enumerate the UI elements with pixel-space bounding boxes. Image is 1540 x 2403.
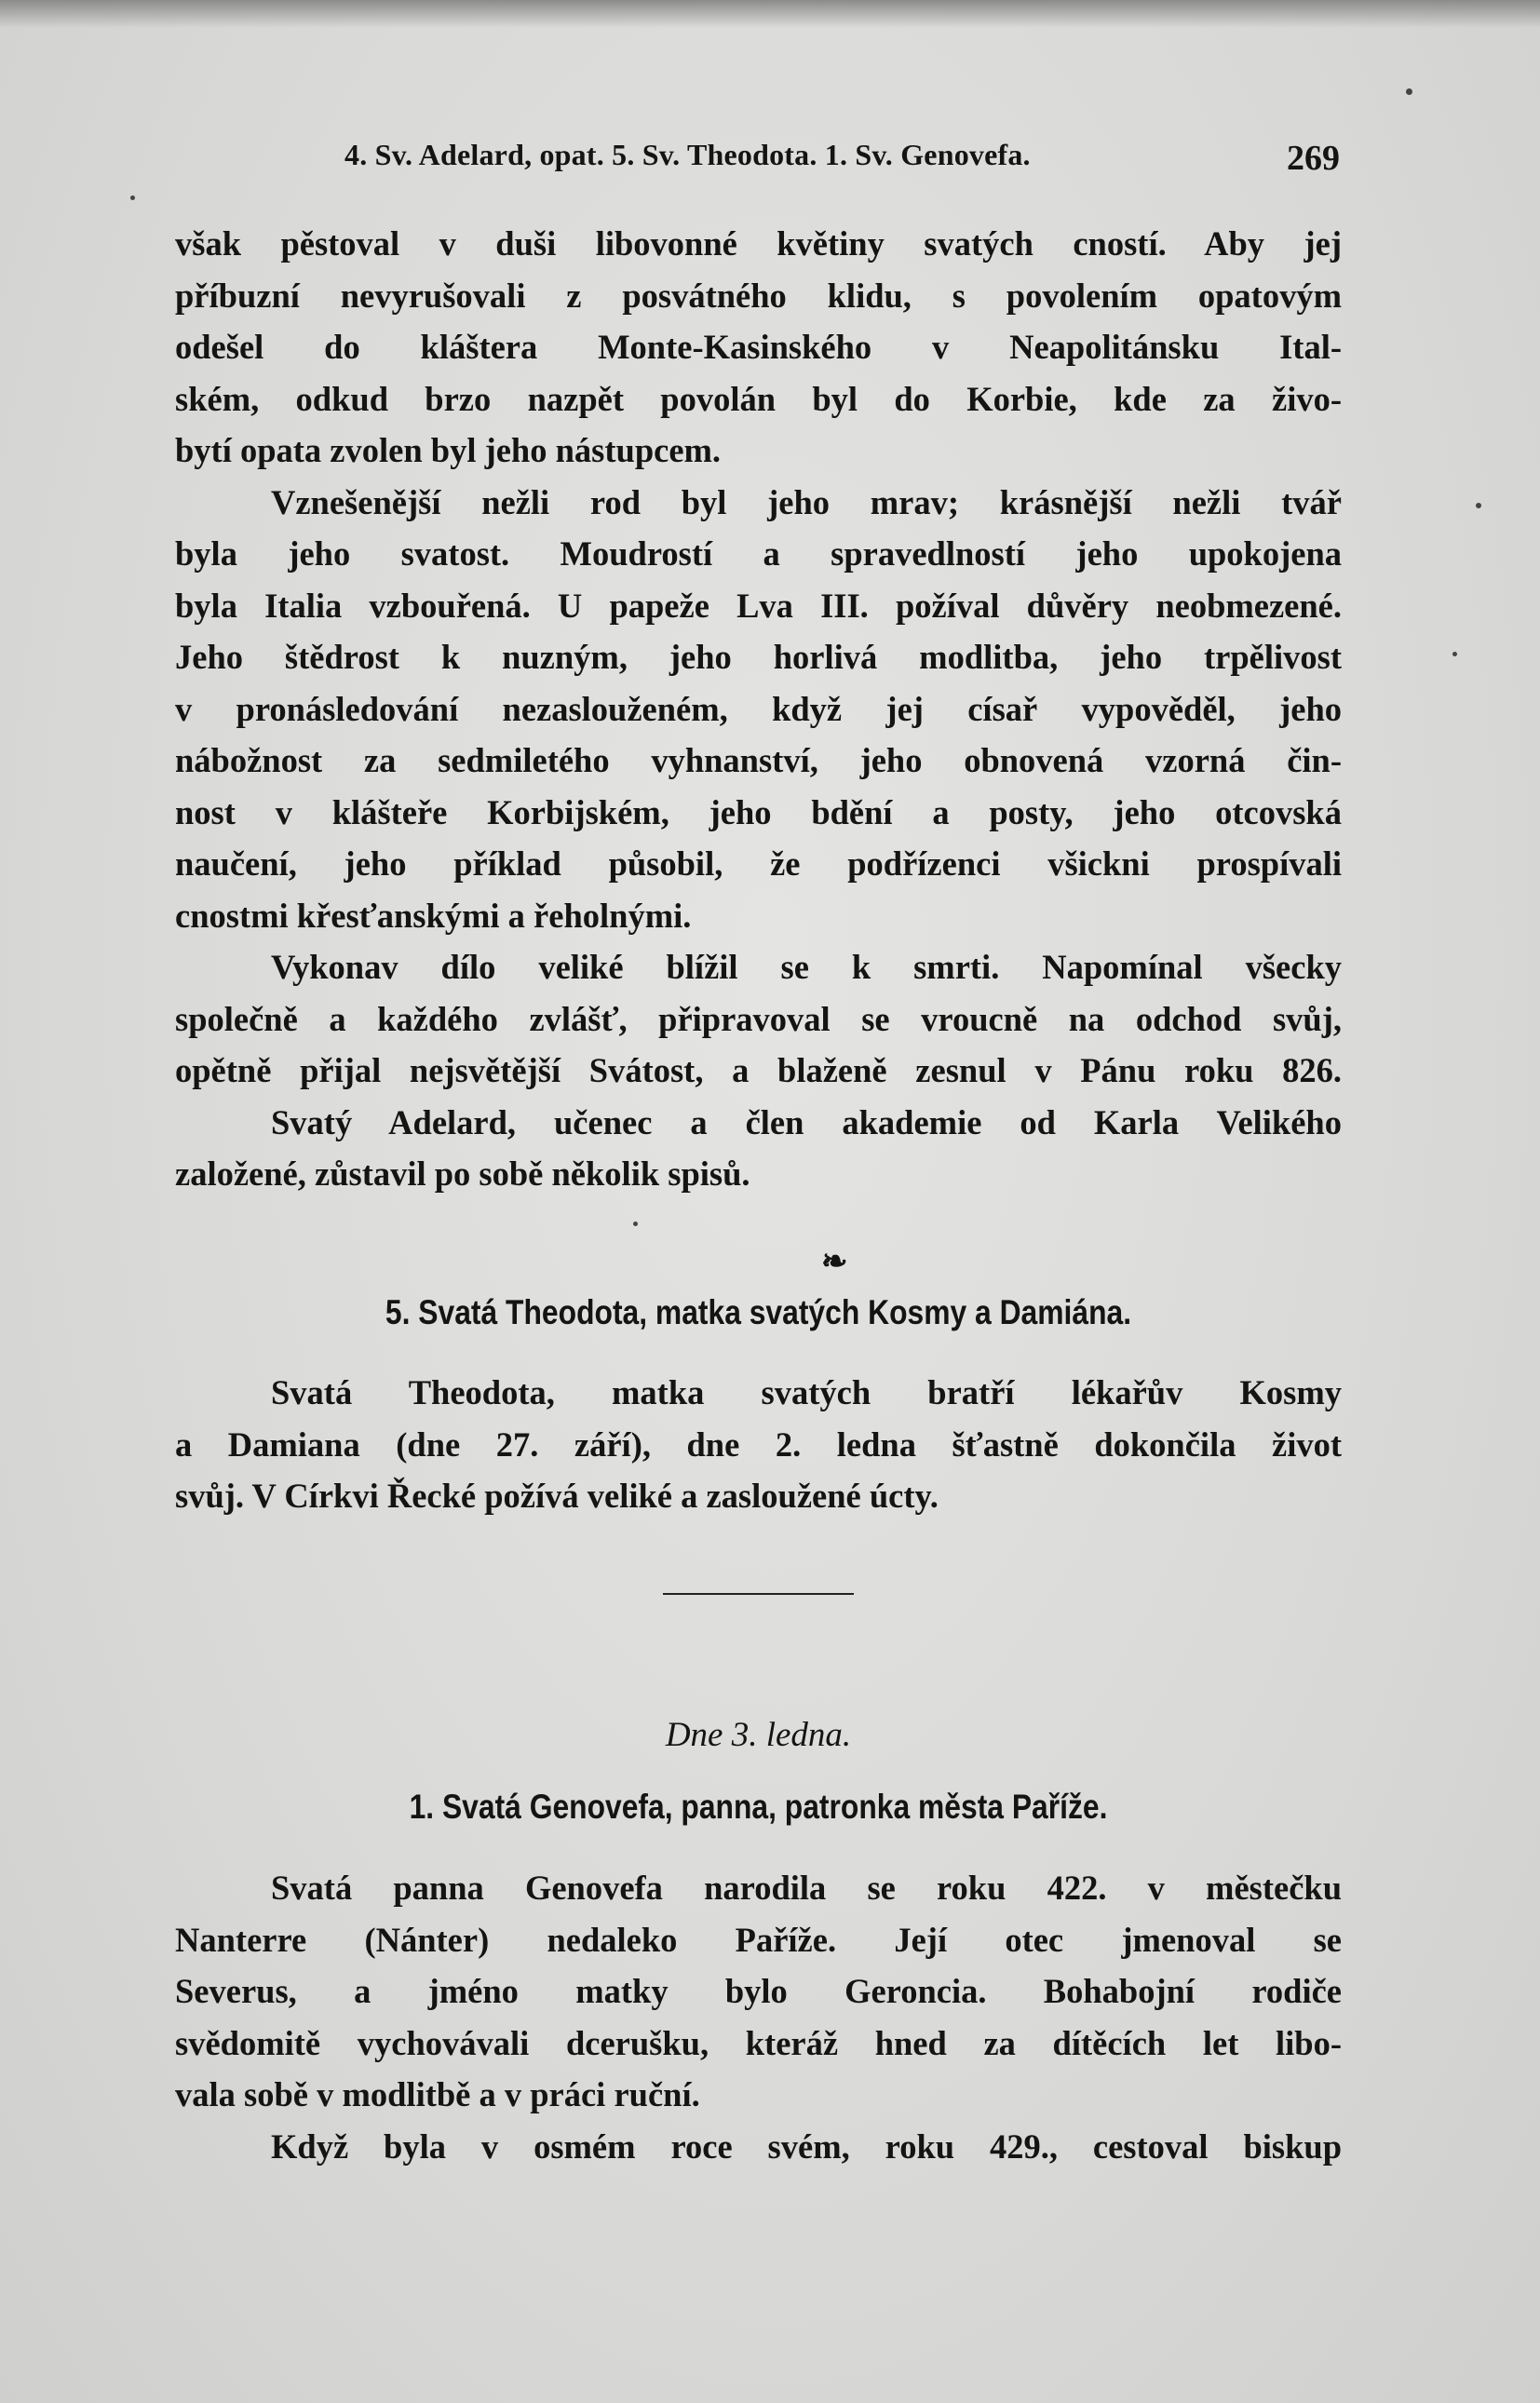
text-line: cnostmi křesťanskými a řeholnými.	[175, 896, 692, 935]
text-line: Svatý Adelard, učenec a člen akademie od Karla Velikého	[271, 1102, 1342, 1141]
text-line: v pronásledování nezaslouženém, když jej císař vypověděl, jeho	[175, 689, 1342, 728]
text-line: však pěstoval v duši libovonné květiny svatých cností. Aby jej	[175, 224, 1342, 263]
text-line: svůj. V Církvi Řecké požívá veliké a zasloužené úcty.	[175, 1477, 939, 1515]
text-line: byla Italia vzbouřená. U papeže Lva III. požíval důvěry neobmezené.	[175, 586, 1342, 625]
text-line: nábožnost za sedmiletého vyhnanství, jeho obnovená vzorná čin-	[175, 741, 1342, 779]
text-line: Severus, a jméno matky bylo Geroncia. Bohabojní rodiče	[175, 1972, 1342, 2010]
text-line: naučení, jeho příklad působil, že podřízenci všickni prospívali	[175, 844, 1342, 883]
text-line: bytí opata zvolen byl jeho nástupcem.	[175, 431, 722, 469]
page-number: 269	[1287, 139, 1340, 178]
text-line: odešel do kláštera Monte-Kasinského v Neapolitánsku Ital-	[175, 328, 1342, 366]
text-line: Když byla v osmém roce svém, roku 429., cestoval biskup	[271, 2126, 1342, 2166]
text-line: Vykonav dílo veliké blížil se k smrti. Napomínal všecky	[271, 948, 1342, 986]
ornament-mark: ❧	[821, 1245, 848, 1279]
adelard-text	[175, 218, 1342, 1200]
text-line: Svatá panna Genovefa narodila se roku 422. v městečku	[271, 1869, 1342, 1907]
theodota-text	[175, 1367, 1342, 1522]
genovefa-text	[175, 1862, 1342, 2172]
text-line: Nanterre (Nánter) nedaleko Paříže. Její otec jmenoval se	[175, 1920, 1342, 1959]
scan-speck	[1452, 652, 1457, 656]
paragraph	[175, 1367, 1342, 1522]
scan-speck	[1476, 503, 1481, 508]
scan-speck	[130, 196, 135, 200]
text-line: a Damiana (dne 27. září), dne 2. ledna šťastně dokončila život	[175, 1424, 1342, 1464]
text-line: založené, zůstavil po sobě několik spisů.	[175, 1154, 750, 1193]
section-divider	[663, 1593, 854, 1595]
paragraph	[175, 218, 1342, 477]
text-line: Jeho štědrost k nuzným, jeho horlivá modlitba, jeho trpělivost	[175, 638, 1342, 676]
paragraph	[175, 477, 1342, 942]
paragraph	[175, 941, 1342, 1200]
text-line: společně a každého zvlášť, připravoval se vroucně na odchod svůj,	[175, 999, 1342, 1038]
theodota-heading: 5. Svatá Theodota, matka svatých Kosmy a Damiána.	[385, 1293, 1132, 1331]
text-line: příbuzní nevyrušovali z posvátného klidu, s povolením opatovým	[175, 276, 1342, 315]
paragraph	[175, 2121, 1342, 2173]
text-line: nost v klášteře Korbijském, jeho bdění a posty, jeho otcovská	[175, 792, 1342, 831]
text-line: Vznešenější nežli rod byl jeho mrav; krásnější nežli tvář	[271, 482, 1342, 521]
text-line: vala sobě v modlitbě a v práci ruční.	[175, 2075, 700, 2113]
text-line: svědomitě vychovávali dcerušku, kteráž hned za dítěcích let libo-	[175, 2023, 1342, 2062]
text-line: Svatá Theodota, matka svatých bratří lékařův Kosmy	[271, 1373, 1342, 1411]
genovefa-heading: 1. Svatá Genovefa, panna, patronka města Paříže.	[409, 1788, 1108, 1826]
scan-speck	[1406, 88, 1412, 95]
text-line: byla jeho svatost. Moudrostí a spravedlností jeho upokojena	[175, 534, 1342, 573]
scan-speck	[633, 1222, 638, 1226]
date-heading: Dne 3. ledna.	[665, 1716, 852, 1754]
scan-edge-shadow	[0, 0, 1540, 28]
paragraph	[175, 1862, 1342, 2121]
text-line: ském, odkud brzo nazpět povolán byl do Korbie, kde za živo-	[175, 379, 1342, 418]
text-line: opětně přijal nejsvětější Svátost, a blaženě zesnul v Pánu roku 826.	[175, 1051, 1342, 1089]
running-title: 4. Sv. Adelard, opat. 5. Sv. Theodota. 1. Sv. Genovefa.	[344, 138, 1031, 171]
